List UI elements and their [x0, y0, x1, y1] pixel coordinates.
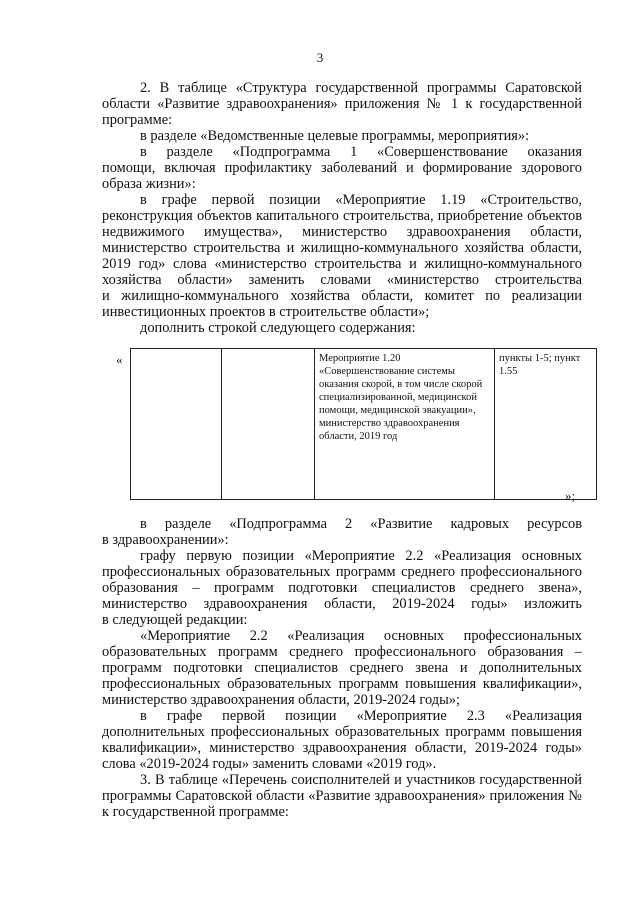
text-line: квалификации», министерство здравоохранения области, 2019-2024 годы»	[102, 740, 582, 756]
text-line: в графе первой позиции «Мероприятие 2.3 «Реализация	[140, 708, 582, 724]
table-cell-measure: Мероприятие 1.20 «Совершенствование системы оказания скорой, в том числе скорой специализированной, медицинской помощи, медицинской эвакуации», министерство здравоохранения области, 2019 год	[315, 349, 495, 500]
table-row	[131, 349, 597, 500]
text-line: помощи, включая профилактику заболеваний и формирование здорового	[102, 160, 582, 176]
text-line: программы Саратовской области «Развитие здравоохранения» приложения №	[102, 788, 582, 804]
table-cell-col2	[222, 349, 315, 500]
text-line: 2. В таблице «Структура государственной программы Саратовской	[140, 80, 582, 96]
text-line: дополнить строкой следующего содержания:	[140, 320, 416, 336]
inserted-table-row-block	[102, 348, 582, 503]
text-line: министерство здравоохранения области, 2019-2024 годы» изложить	[102, 596, 582, 612]
page-number: 3	[316, 50, 324, 65]
text-line: министерство здравоохранения области, 2019-2024 годы»;	[102, 692, 460, 708]
text-line: области «Развитие здравоохранения» приложения № 1 к государственной	[102, 96, 582, 112]
text-line: программ подготовки специалистов среднего звена и дополнительных	[102, 660, 582, 676]
text-block-subprogram-2	[102, 516, 582, 820]
text-line: образовательных программ среднего профессионального образования –	[102, 644, 582, 660]
closing-quote: »;	[565, 488, 576, 503]
text-line: министерство строительства и жилищно-коммунального хозяйства области,	[102, 240, 582, 256]
text-line: дополнительных профессиональных образовательных программ повышения	[102, 724, 582, 740]
text-line: хозяйства области» заменить словами «министерство строительства	[102, 272, 582, 288]
text-line: профессиональных образовательных программ повышения квалификации»,	[102, 676, 582, 692]
text-line: в здравоохранении»:	[102, 532, 229, 548]
text-line: программе:	[102, 112, 173, 128]
text-line: 2019 год» слова «министерство строительства и жилищно-коммунального	[102, 256, 582, 272]
text-line: слова «2019-2024 годы» заменить словами «2019 год».	[102, 756, 437, 772]
opening-quote: «	[116, 352, 123, 367]
text-line: профессиональных образовательных программ среднего профессионального	[102, 564, 582, 580]
text-line: к государственной программе:	[102, 804, 289, 820]
text-line: недвижимого имущества», министерство здравоохранения области,	[102, 224, 582, 240]
table-cell-points: пункты 1-5; пункт 1.55	[495, 349, 597, 500]
text-block-amendment-2	[102, 80, 582, 336]
text-line: графу первую позиции «Мероприятие 2.2 «Реализация основных	[140, 548, 582, 564]
text-line: инвестиционных проектов в строительстве области»;	[102, 304, 430, 320]
text-line: в следующей редакции:	[102, 612, 248, 628]
text-line: в разделе «Подпрограмма 2 «Развитие кадровых ресурсов	[140, 516, 582, 532]
text-line: реконструкция объектов капитального строительства, приобретение объектов	[102, 208, 582, 224]
text-line: в разделе «Подпрограмма 1 «Совершенствование оказания	[140, 144, 582, 160]
text-line: образования – программ подготовки специалистов среднего звена»,	[102, 580, 582, 596]
text-line: в разделе «Ведомственные целевые программы, мероприятия»:	[140, 128, 530, 144]
text-line: образа жизни»:	[102, 176, 196, 192]
inserted-table-row	[130, 348, 597, 500]
text-line: «Мероприятие 2.2 «Реализация основных профессиональных	[140, 628, 582, 644]
table-cell-col1	[131, 349, 222, 500]
text-line: и жилищно-коммунального хозяйства области, комитет по реализации	[102, 288, 582, 304]
text-line: 3. В таблице «Перечень соисполнителей и участников государственной	[140, 772, 582, 788]
text-line: в графе первой позиции «Мероприятие 1.19 «Строительство,	[140, 192, 582, 208]
